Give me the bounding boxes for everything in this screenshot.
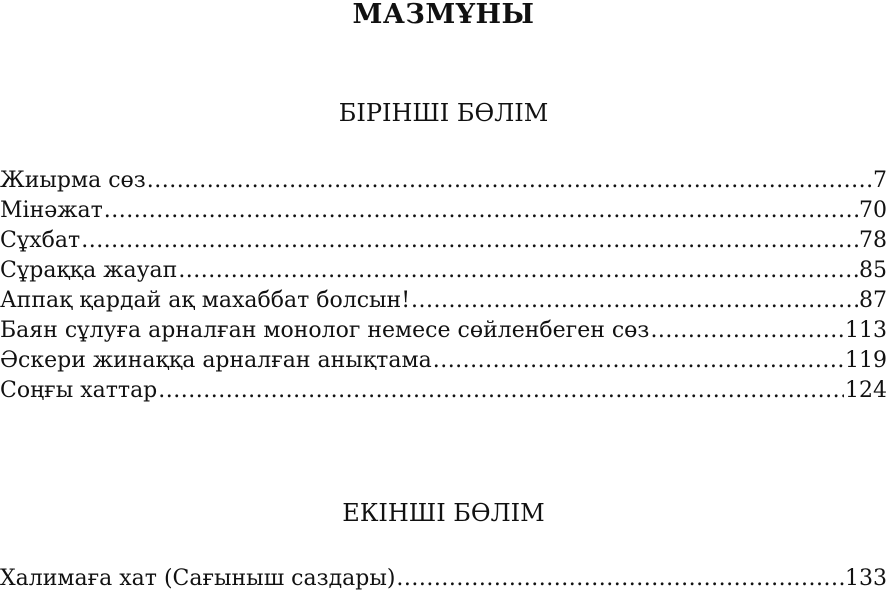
dot-leader [104,196,858,226]
toc-entry[interactable] [0,564,887,594]
toc-entry-page: 87 [859,288,887,313]
toc-entry[interactable] [0,376,887,406]
toc-entry[interactable] [0,316,887,346]
dot-leader [178,256,858,286]
toc-list-part-2 [0,564,887,594]
toc-entry-title: Баян сұлуға арналған монолог немесе сөйленбеген сөз [0,318,650,343]
toc-list-part-1 [0,166,887,406]
dot-leader [81,226,858,256]
toc-entry[interactable] [0,286,887,316]
toc-entry[interactable] [0,256,887,286]
dot-leader [396,564,844,594]
dot-leader [433,346,844,376]
toc-entry[interactable] [0,346,887,376]
toc-entry-title: Жиырма сөз [0,168,146,193]
dot-leader [158,376,844,406]
part-heading-1: БІРІНШІ БӨЛІМ [338,99,549,127]
dot-leader [147,166,872,196]
toc-entry-title: Аппақ қардай ақ махаббат болсын! [0,288,411,313]
toc-entry-title: Соңғы хаттар [0,378,158,403]
toc-entry[interactable] [0,166,887,196]
toc-entry-page: 70 [859,198,887,223]
toc-entry-title: Әскери жинаққа арналған анықтама [0,348,432,373]
toc-entry-page: 124 [845,378,887,403]
toc-entry-page: 133 [845,566,887,591]
toc-entry-title: Халимаға хат (Сағыныш саздары) [0,566,396,591]
toc-entry-title: Сұхбат [0,228,81,253]
toc-entry-title: Сұраққа жауап [0,258,178,283]
part-heading-2: ЕКІНШІ БӨЛІМ [342,499,545,527]
toc-entry[interactable] [0,226,887,256]
toc-entry-title: Мінәжат [0,198,103,223]
dot-leader [411,286,858,316]
toc-entry-page: 119 [845,348,887,373]
toc-entry-page: 113 [845,318,887,343]
toc-entry-page: 7 [873,168,887,193]
toc-entry-page: 85 [859,258,887,283]
dot-leader [650,316,844,346]
toc-entry-page: 78 [859,228,887,253]
page-title: МАЗМҰНЫ [352,0,535,30]
toc-entry[interactable] [0,196,887,226]
